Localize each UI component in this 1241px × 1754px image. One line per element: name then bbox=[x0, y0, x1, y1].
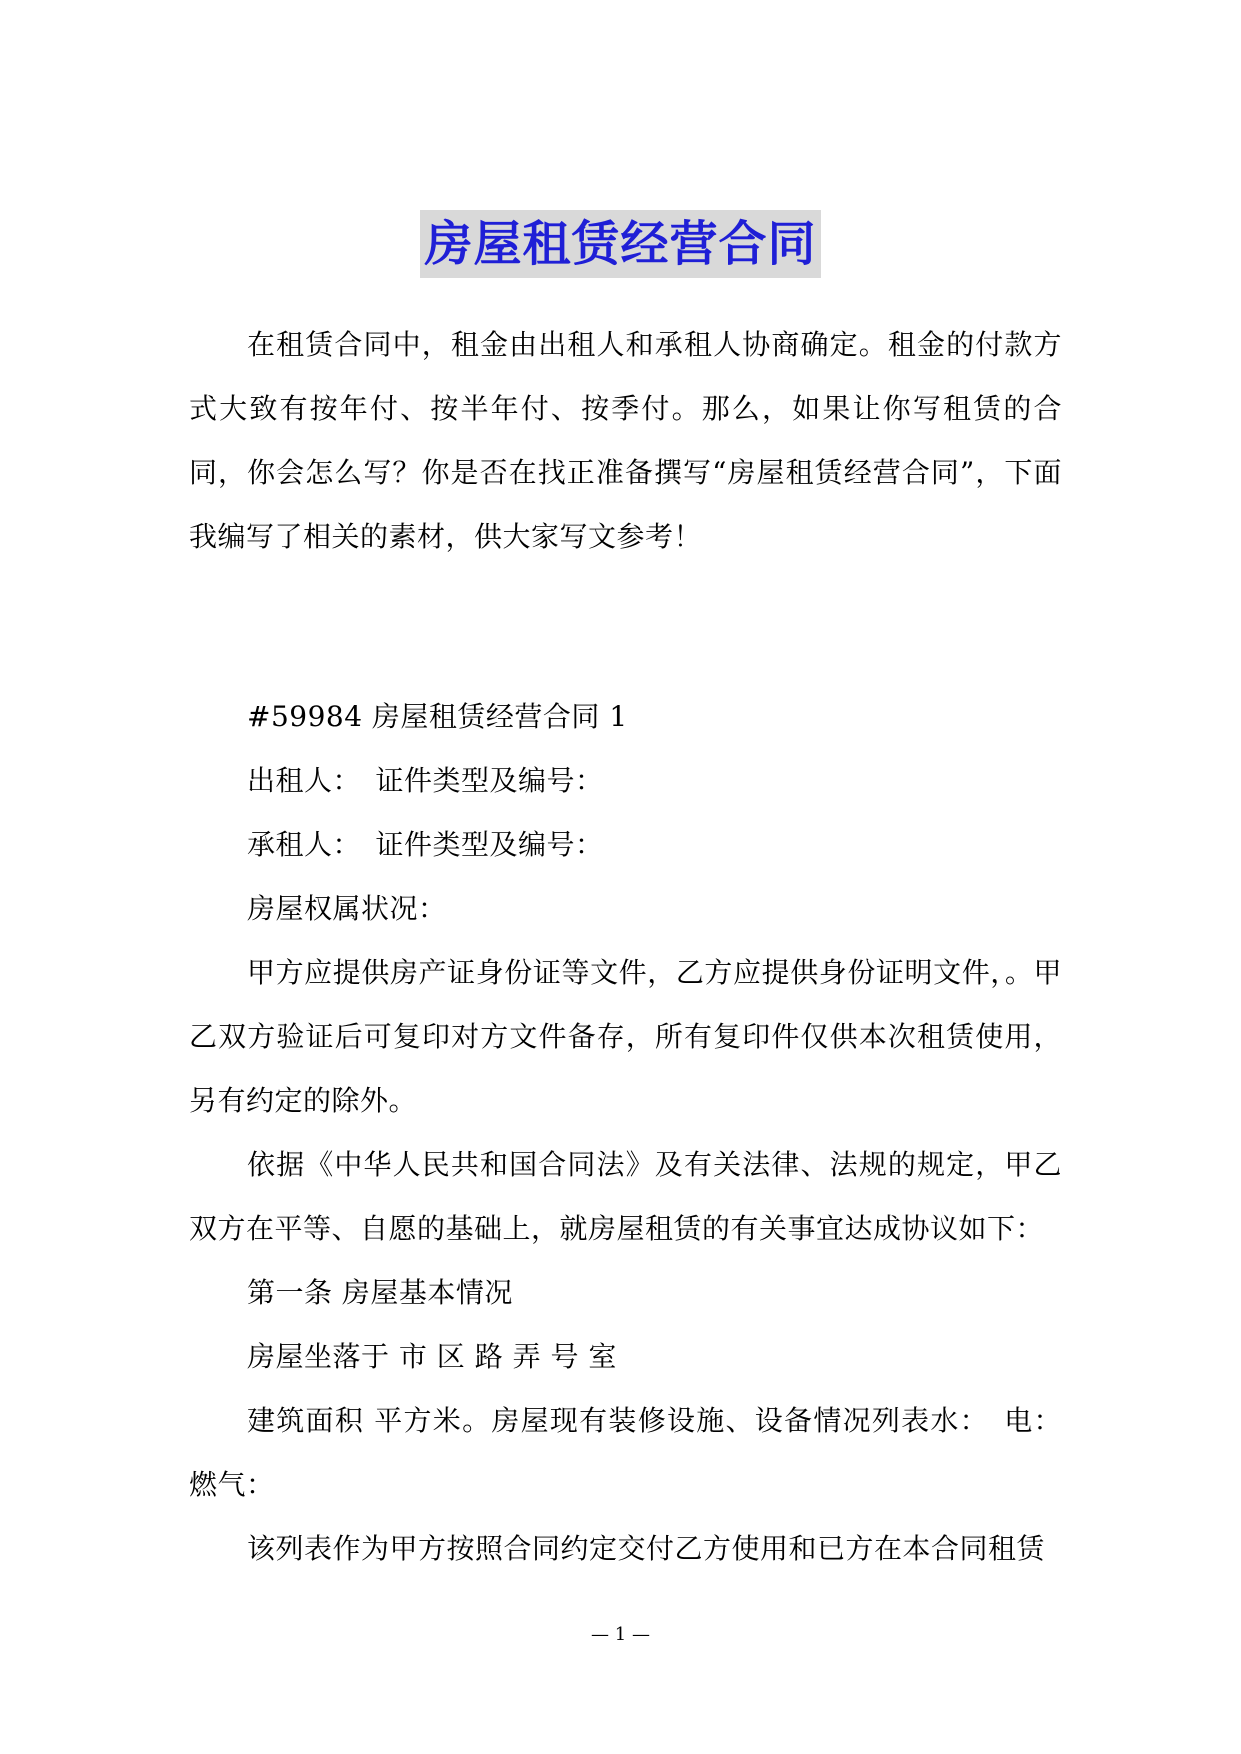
lessee-line: 承租人： 证件类型及编号： bbox=[247, 828, 604, 861]
page-number: — 1 — bbox=[591, 1624, 650, 1645]
section-spacer bbox=[189, 569, 1062, 685]
intro-paragraph: 在租赁合同中，租金由出租人和承租人协商确定。租金的付款方式大致有按年付、按半年付、按季付。那么，如果让你写租赁的合同，你会怎么写？你是否在找正准备撰写“房屋租赁经营合同”，下面我编写了相关的素材，供大家写文参考！ bbox=[189, 328, 1062, 553]
documents-paragraph: 甲方应提供房产证身份证等文件，乙方应提供身份证明文件，。甲乙双方验证后可复印对方文件备存，所有复印件仅供本次租赁使用，另有约定的除外。 bbox=[189, 956, 1062, 1117]
basis-paragraph: 依据《中华人民共和国合同法》及有关法律、法规的规定，甲乙双方在平等、自愿的基础上，就房屋租赁的有关事宜达成协议如下： bbox=[189, 1148, 1062, 1245]
area-paragraph: 建筑面积 平方米。房屋现有装修设施、设备情况列表水： 电：燃气： bbox=[189, 1404, 1062, 1501]
ownership-line: 房屋权属状况： bbox=[247, 892, 447, 925]
document-body bbox=[189, 313, 1062, 1581]
article-1-heading: 第一条 房屋基本情况 bbox=[247, 1276, 513, 1309]
location-line: 房屋坐落于 市 区 路 弄 号 室 bbox=[247, 1340, 617, 1373]
lessor-line: 出租人： 证件类型及编号： bbox=[247, 764, 604, 797]
title-container bbox=[0, 210, 1241, 278]
list-note-line: 该列表作为甲方按照合同约定交付乙方使用和已方在本合同租赁 bbox=[247, 1532, 1046, 1565]
section-heading: #59984 房屋租赁经营合同 1 bbox=[247, 700, 628, 733]
document-title: 房屋租赁经营合同 bbox=[420, 210, 820, 278]
